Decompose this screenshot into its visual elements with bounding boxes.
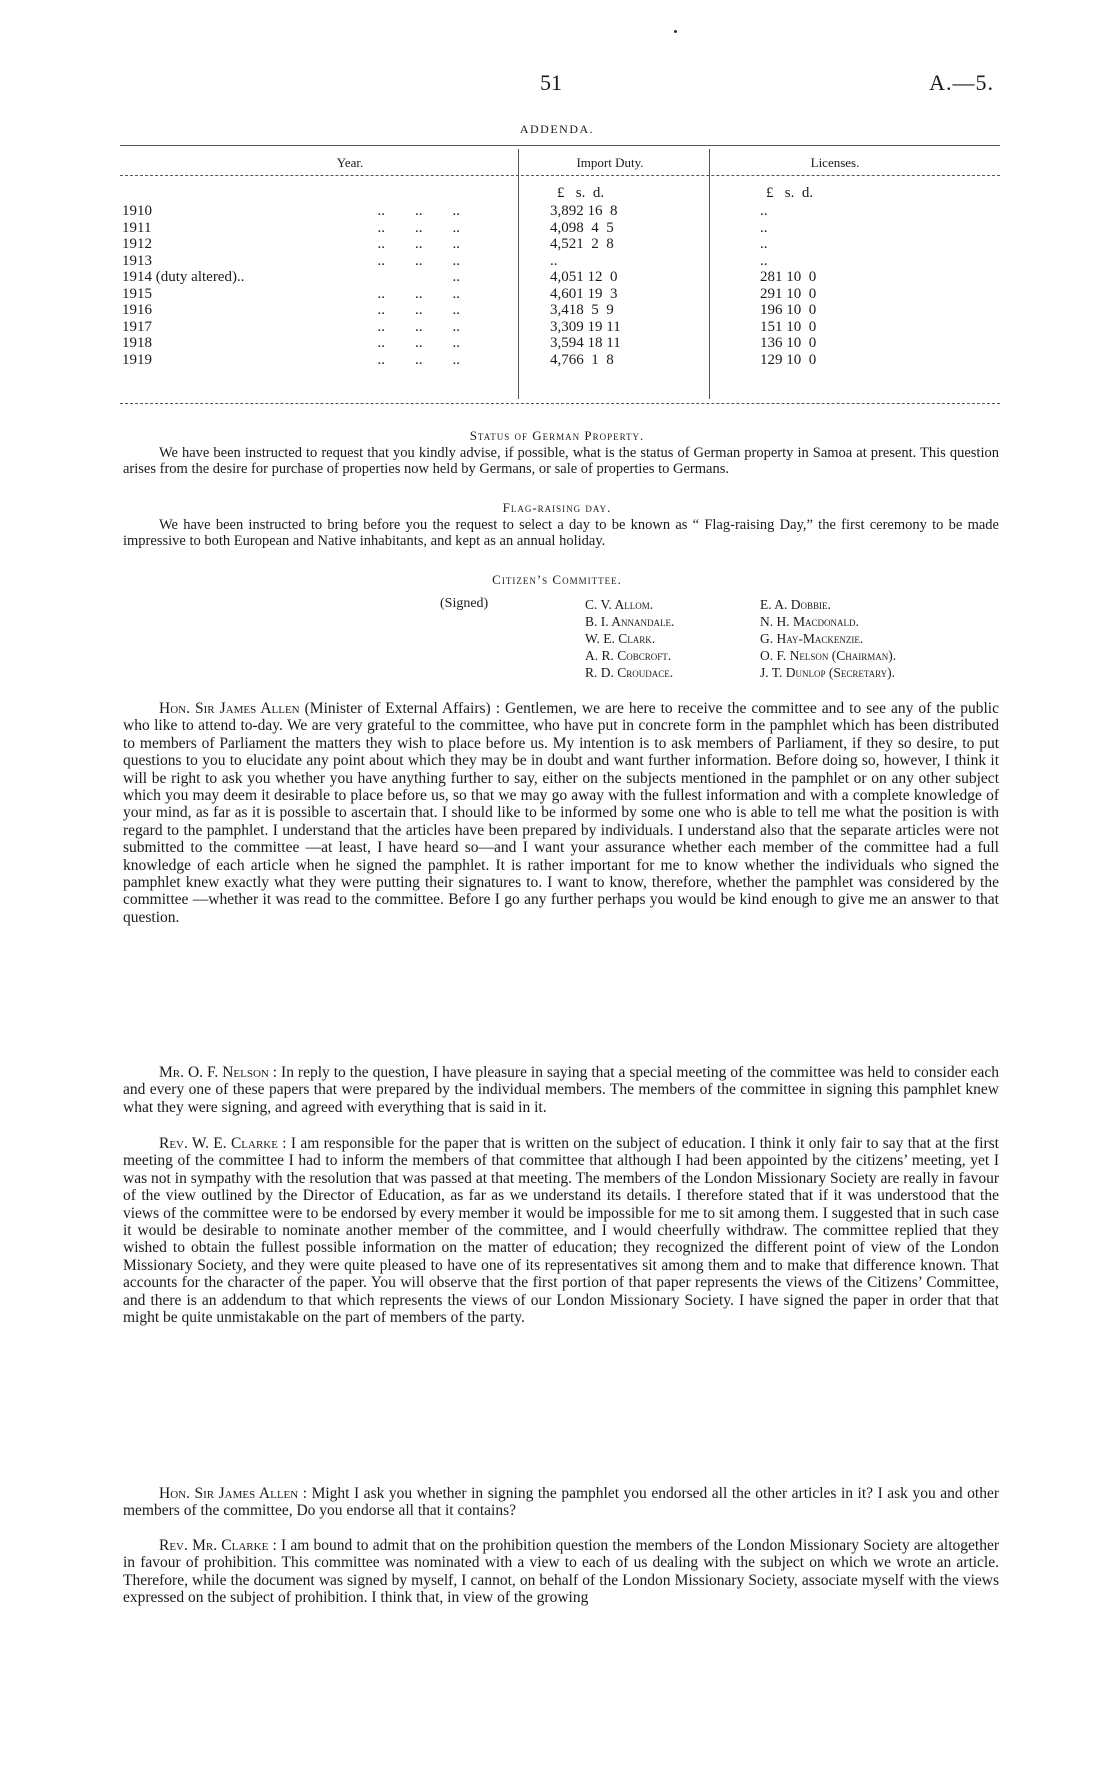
speech-allen-2 <box>123 1485 999 1520</box>
signatory: N. H. Macdonald. <box>760 614 859 629</box>
speaker-name: Rev. Mr. Clarke <box>159 1537 269 1554</box>
table-col-divider-2 <box>709 149 710 399</box>
duty-table <box>120 145 1000 403</box>
row-year: 1916 <box>122 302 152 318</box>
row-year: 1912 <box>122 236 152 252</box>
row-leader-dots: .. .. .. <box>377 335 460 351</box>
document-code: A.—5. <box>929 70 994 95</box>
row-licenses: 151 10 0 <box>760 318 817 335</box>
row-import-duty: .. <box>550 252 558 269</box>
row-leader-dots: .. .. .. <box>377 219 460 236</box>
units-import: £ s. d. <box>557 185 605 201</box>
row-year: 1915 <box>122 285 152 302</box>
speaker-name: Hon. Sir James Allen <box>159 1485 299 1502</box>
page-number: 51 <box>540 70 562 95</box>
row-import-duty: 3,309 19 11 <box>550 318 621 335</box>
signatory: R. D. Croudace. <box>585 665 674 680</box>
row-licenses: .. <box>760 236 768 252</box>
row-licenses: 129 10 0 <box>760 351 817 368</box>
row-year: 1917 <box>122 318 152 335</box>
row-leader-dots: .. .. .. <box>377 252 460 269</box>
speech-nelson <box>123 1064 999 1116</box>
table-top-rule <box>120 145 1000 146</box>
header-import-duty: Import Duty. <box>576 155 644 170</box>
row-leader-dots: .. .. .. <box>377 203 460 219</box>
speaker-name: Rev. W. E. Clarke <box>159 1135 278 1152</box>
row-licenses: .. <box>760 203 768 219</box>
speech-clarke-1 <box>123 1135 999 1326</box>
row-year: 1913 <box>122 252 152 269</box>
row-import-duty: 3,418 5 9 <box>550 302 614 318</box>
signed-label: (Signed) <box>440 596 489 611</box>
signatories-right <box>760 596 896 681</box>
row-import-duty: 3,594 18 11 <box>550 335 621 351</box>
row-licenses: 291 10 0 <box>760 285 817 302</box>
row-year: 1910 <box>122 203 152 219</box>
header-year: Year. <box>336 155 364 170</box>
signatories-left <box>585 596 674 681</box>
row-import-duty: 4,521 2 8 <box>550 236 614 252</box>
speck-mark <box>674 30 677 33</box>
signatory: W. E. Clark. <box>585 631 656 646</box>
speaker-name: Mr. O. F. Nelson <box>159 1064 269 1081</box>
row-import-duty: 4,051 12 0 <box>550 269 618 285</box>
heading-flag-raising: Flag-raising day. <box>502 500 612 515</box>
heading-german-property: Status of German Property. <box>469 428 645 443</box>
row-licenses: 281 10 0 <box>760 269 817 285</box>
row-import-duty: 3,892 16 8 <box>550 203 618 219</box>
row-year: 1911 <box>122 219 152 236</box>
row-import-duty: 4,766 1 8 <box>550 351 614 368</box>
row-import-duty: 4,098 4 5 <box>550 219 614 236</box>
row-leader-dots: .. .. .. <box>377 318 460 335</box>
row-year: 1914 (duty altered).. <box>122 269 245 285</box>
speaker-name: Hon. Sir James Allen <box>159 700 300 717</box>
signatory: C. V. Allom. <box>585 597 654 612</box>
units-licenses: £ s. d. <box>766 185 814 201</box>
signatory: B. I. Annandale. <box>585 614 675 629</box>
speech-text: : Might I ask you whether in signing the pamphlet you endorsed all the other articles in it? I ask you and other members of the committee, Do you endorse all that it contains? <box>123 1485 999 1520</box>
paragraph-flag-raising: We have been instructed to bring before you the request to select a day to be known as “ Flag-raising Day,” the first ceremony to be made impressive to both European and Native inhabitants, and kept as an annual holiday. <box>123 517 999 549</box>
row-leader-dots: .. .. .. <box>377 351 460 368</box>
row-year: 1919 <box>122 351 152 368</box>
row-licenses: .. <box>760 219 768 236</box>
row-leader-dots: .. .. .. <box>377 302 460 318</box>
row-leader-dots: .. <box>452 269 460 285</box>
table-header-rule <box>120 175 1000 176</box>
speech-text: : In reply to the question, I have pleasure in saying that a special meeting of the committee was held to consider each and every one of these papers that were prepared by the individual members. The members of the committee in signing this pamphlet knew what they were signing, and agreed with everything that is said in it. <box>123 1064 999 1116</box>
row-licenses: 136 10 0 <box>760 335 817 351</box>
speech-clarke-2 <box>123 1537 999 1607</box>
addenda-title: ADDENDA. <box>519 122 595 136</box>
header-licenses: Licenses. <box>810 155 860 170</box>
speech-text: : I am responsible for the paper that is written on the subject of education. I think it only fair to say that at the first meeting of the committee I had to inform the members of that committee that although I had been appointed by the citizens’ meeting, yet I was not in sympathy with the resolution that was passed at that meeting. The members of the London Missionary Society are really in favour of the view outlined by the Director of Education, as far as we understand its details. I therefore stated that if it was understood that the views of the committee were to be endorsed by every member it would be impossible for me to sit among them. I suggested that in such case it would be desirable to nominate another member of the committee, and I would cheerfully withdraw. The committee replied that they wished to obtain the fullest possible information on the matter of education; they recognized the different point of view of the London Missionary Society, and they were quite pleased to have one of its representatives sit among them and to make that difference known. That accounts for the character of the paper. You will observe that the first portion of that paper represents the views of the Citizens’ Committee, and there is an addendum to that which represents the views of our London Missionary Society. I have signed the paper in order that that might be quite unmistakable on the part of members of the party. <box>123 1135 999 1327</box>
speech-allen-1 <box>123 700 999 926</box>
speech-text: (Minister of External Affairs) : Gentlemen, we are here to receive the committee and to see any of the public who like to attend to-day. We are very grateful to the committee, who have put in concrete form in the pamphlet which has been distributed to members of Parliament the matters they wish to place before us. My intention is to ask members of Parliament, if they so desire, to put questions to you to elucidate any point about which they may be in doubt and want further information. Before doing so, however, I think it will be right to ask you whether you have anything further to say, either on the subjects mentioned in the pamphlet or on any other subject which you may deem it desirable to place before us, so that we may go away with the fullest information and with a complete knowledge of your mind, as far as it is possible to ascertain that. I should like to be informed by some one who is able to tell me what the position is with regard to the pamphlet. I understand that the articles have been prepared by individuals. I understand also that the separate articles were not submitted to the committee —at least, I have heard so—and I want your assurance whether each member of the committee had a full knowledge of each article when he signed the pamphlet. It is rather important for me to know whether the individuals who signed the pamphlet knew exactly what they were putting their signatures to. I want to know, therefore, whether the pamphlet was considered by the committee —whether it was read to the committee. Before I go any further perhaps you would be kind enough to give me an answer to that question. <box>123 700 999 926</box>
table-col-divider-1 <box>518 149 519 399</box>
signatory: O. F. Nelson (Chairman). <box>760 648 897 663</box>
signatory: E. A. Dobbie. <box>760 597 831 612</box>
row-licenses: 196 10 0 <box>760 302 817 318</box>
row-leader-dots: .. .. .. <box>377 285 460 302</box>
signatory: A. R. Cobcroft. <box>585 648 672 663</box>
row-licenses: .. <box>760 252 768 269</box>
heading-citizens-committee: Citizen’s Committee. <box>492 572 622 587</box>
signatory: G. Hay-Mackenzie. <box>760 631 864 646</box>
table-bottom-rule <box>120 403 1000 404</box>
signatory: J. T. Dunlop (Secretary). <box>760 665 896 680</box>
row-year: 1918 <box>122 335 152 351</box>
paragraph-german-property: We have been instructed to request that you kindly advise, if possible, what is the status of German property in Samoa at present. This question arises from the desire for purchase of properties now held by Germans, or sale of properties to Germans. <box>123 445 999 477</box>
speech-text: : I am bound to admit that on the prohibition question the members of the London Missionary Society are altogether in favour of prohibition. This committee was nominated with a view to each of us dealing with the subject on which we wrote an article. Therefore, while the document was signed by myself, I cannot, on behalf of the London Missionary Society, associate myself with the views expressed on the subject of prohibition. I think that, in view of the growing <box>123 1537 999 1607</box>
row-import-duty: 4,601 19 3 <box>550 285 618 302</box>
row-leader-dots: .. .. .. <box>377 236 460 252</box>
